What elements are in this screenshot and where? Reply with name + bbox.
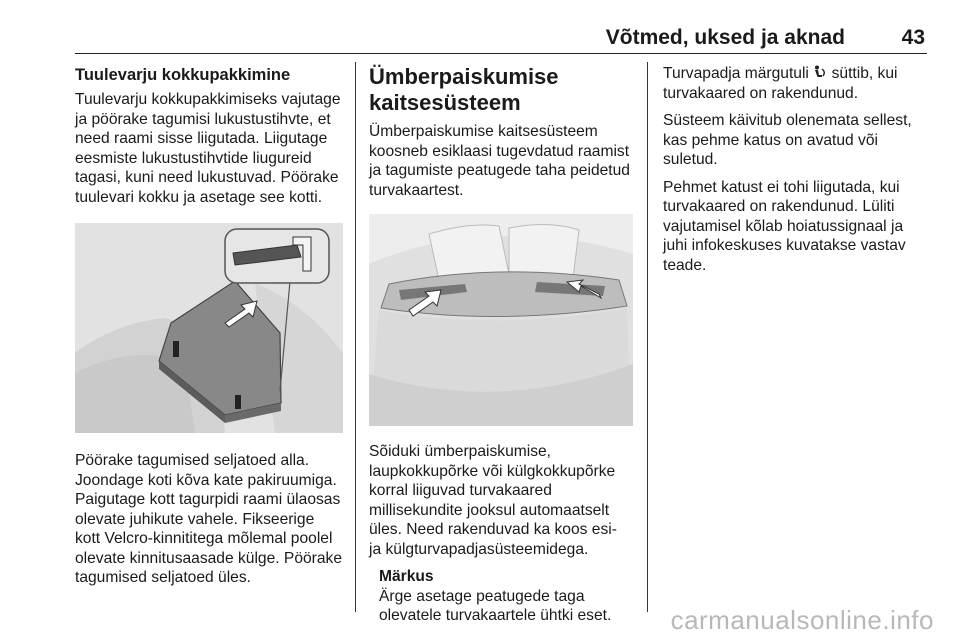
watermark: carmanualsonline.info — [670, 605, 934, 635]
column-2 — [369, 64, 633, 634]
warning-lamp-text-start: Turvapadja märgutuli — [663, 65, 809, 82]
note-box — [379, 567, 633, 626]
system-paragraph-2: Süsteem käivitub olenemata sellest, kas pehme katus on avatud või suletud. — [663, 112, 912, 168]
column-3 — [663, 64, 927, 283]
note-text: Ärge asetage peatugede taga olevatele turvakaartele ühtki eset. — [379, 587, 612, 624]
windbreak-paragraph-1: Tuulevarju kokkupakkimiseks vajutage ja pöörake tagumisi lukustustihvte, et need raami sisse liigutada. Liigutage eesmiste lukustustihvtide liugureid tagasi, kuni need lukustuvad. Pöörake tuulevari kokku ja asetage see kotti. — [75, 91, 341, 206]
warning-lamp-text-end: süttib, kui turvakaared on rakendunud. — [663, 65, 898, 102]
rollover-paragraph-1: Ümberpaiskumise kaitsesüsteem koosneb esiklaasi tugevdatud raamist ja tagumiste peatugede taha peidetud turvakaartest. — [369, 123, 630, 199]
header-rule — [75, 53, 927, 54]
windbreak-bag-illustration — [75, 223, 343, 433]
warning-lamp-paragraph — [663, 64, 927, 103]
rollover-bars-illustration — [369, 214, 633, 426]
page-number: 43 — [901, 26, 925, 49]
column-1 — [75, 64, 343, 596]
page-header — [75, 26, 927, 50]
rollover-paragraph-2: Sõiduki ümberpaiskumise, laupkokkupõrke või külgkokkupõrke korral liiguvad turvakaared millisekundite jooksul automaatselt üles. Need rakenduvad ka koos esi- ja külgturvapadjasüsteemidega. — [369, 443, 617, 558]
note-title: Märkus — [379, 568, 434, 585]
page-title: Võtmed, uksed ja aknad — [605, 26, 845, 49]
section-heading-rollover: Ümberpaiskumise kaitsesüsteem — [369, 64, 559, 115]
column-divider-1 — [355, 62, 356, 612]
section-heading-windbreak: Tuulevarju kokkupakkimine — [75, 66, 291, 84]
system-paragraph-3: Pehmet katust ei tohi liigutada, kui turvakaared on rakendunud. Lüliti vajutamisel kõlab hoiatussignaal ja juhi infokeskuses kuvatakse vastav teade. — [663, 178, 906, 274]
column-divider-2 — [647, 62, 648, 612]
windbreak-paragraph-2: Pöörake tagumised seljatoed alla. Joondage koti kõva kate pakiruumiga. Paigutage kott tagurpidi raami ülaosas olevate juhikute vahele. Fikseerige kott Velcro-kinnititega mõlemal poolel olevate kinnitusaasade külge. Pöörake tagumised seljatoed üles. — [75, 452, 343, 586]
airbag-warning-icon — [813, 65, 827, 80]
